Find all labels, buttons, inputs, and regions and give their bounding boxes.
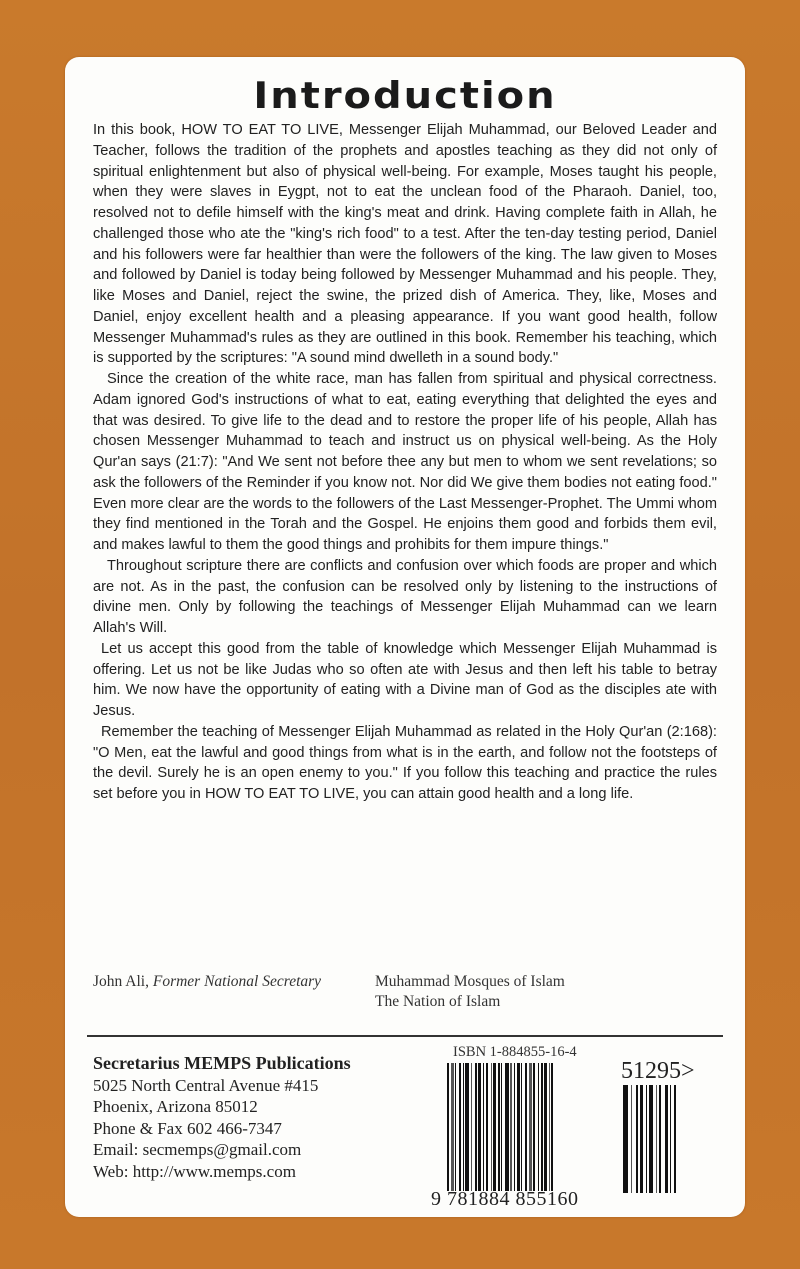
paragraph-5: Remember the teaching of Messenger Elijah Muhammad as related in the Holy Qur'an (2:168): "O Men, eat the lawful and good things from what is in the earth, and follow not the footsteps of the devil. Surely he is an open enemy to you." If you follow this teaching and practice the rules set before you in HOW TO EAT TO LIVE, you can attain good health and a long life. (93, 723, 717, 802)
paragraph-4: Let us accept this good from the table of knowledge which Messenger Elijah Muhammad is offering. Let us not be like Judas who so often ate with Jesus and then left his table to betray him. We now have the opportunity of eating with a Divine man of God as the disciples ate with Jesus. (93, 640, 717, 719)
org-line-1: Muhammad Mosques of Islam (375, 973, 565, 990)
price-code: 51295> (621, 1058, 695, 1084)
paragraph-2: Since the creation of the white race, man has fallen from spiritual and physical correctness. Adam ignored God's instructions of what to eat, eating everything that delighted the eyes and that was desired. To give life to the dead and to restore the proper life of his people, Allah has chosen Messenger Muhammad to teach and instruct us on physical well-being. As the Holy Qur'an says (21:7): "And We sent not before thee any but men to whom we sent revelations; so ask the followers of the Reminder if you know not. Nor did We give them bodies not eating food." Even more clear are the words to the followers of the Last Messenger-Prophet. The Ummi whom they find mentioned in the Torah and the Gospel. He enjoins them good and forbids them evil, and makes lawful to them the good things and prohibits for them impure things." (93, 371, 717, 553)
divider (87, 1035, 723, 1037)
publisher-block (93, 1053, 351, 1182)
publisher-email: Email: secmemps@gmail.com (93, 1140, 302, 1159)
paragraph-1: In this book, HOW TO EAT TO LIVE, Messenger Elijah Muhammad, our Beloved Leader and Teacher, follows the tradition of the prophets and apostles teaching as they did not only of spiritual enlightenment but also of physical well-being. For example, Moses taught his people, when they were slaves in Eygpt, not to eat the unclean food of the Pharaoh. Daniel, too, resolved not to defile himself with the king's meat and drink. Having complete faith in Allah, he challenged those who ate the "king's rich food" to a test. After the ten-day testing period, Daniel and his followers were far healthier than were the followers of the king. The law given to Moses and followed by Daniel is today being followed by Messenger Muhammad and his people. They, like Moses and Daniel, reject the swine, the prized dish of America. They, like, Moses and Daniel, enjoy excellent health and a pleasing appearance. If you want good health, follow Messenger Muhammad's rules as they are outlined in this book. Remember his teaching, which is supported by the scriptures: "A sound mind dwelleth in a sound body." (93, 122, 717, 367)
author (93, 972, 321, 992)
introduction-body (93, 120, 717, 805)
publisher-address-2: Phoenix, Arizona 85012 (93, 1097, 258, 1116)
publisher-name: Secretarius MEMPS Publications (93, 1053, 351, 1073)
page-title: Introduction (253, 74, 557, 118)
price-barcode-icon (623, 1085, 709, 1193)
publisher-web: Web: http://www.memps.com (93, 1161, 296, 1181)
back-cover-panel (65, 57, 745, 1217)
organization (375, 972, 565, 1012)
barcode-icon (447, 1063, 609, 1191)
publisher-phone: Phone & Fax 602 466-7347 (93, 1118, 282, 1138)
author-title: Former National Secretary (152, 973, 322, 990)
publisher-address-1: 5025 North Central Avenue #415 (93, 1075, 319, 1095)
author-name: John Ali, (93, 973, 153, 990)
org-line-2: The Nation of Islam (375, 993, 501, 1010)
isbn-label: ISBN 1-884855-16-4 (453, 1044, 577, 1060)
barcode-digits: 9 781884 855160 (431, 1188, 579, 1210)
paragraph-3: Throughout scripture there are conflicts and confusion over which foods are proper and which are not. As in the past, the confusion can be resolved only by listening to the instructions of divine men. Only by following the teachings of Messenger Elijah Muhammad can we learn Allah's Will. (93, 557, 717, 636)
